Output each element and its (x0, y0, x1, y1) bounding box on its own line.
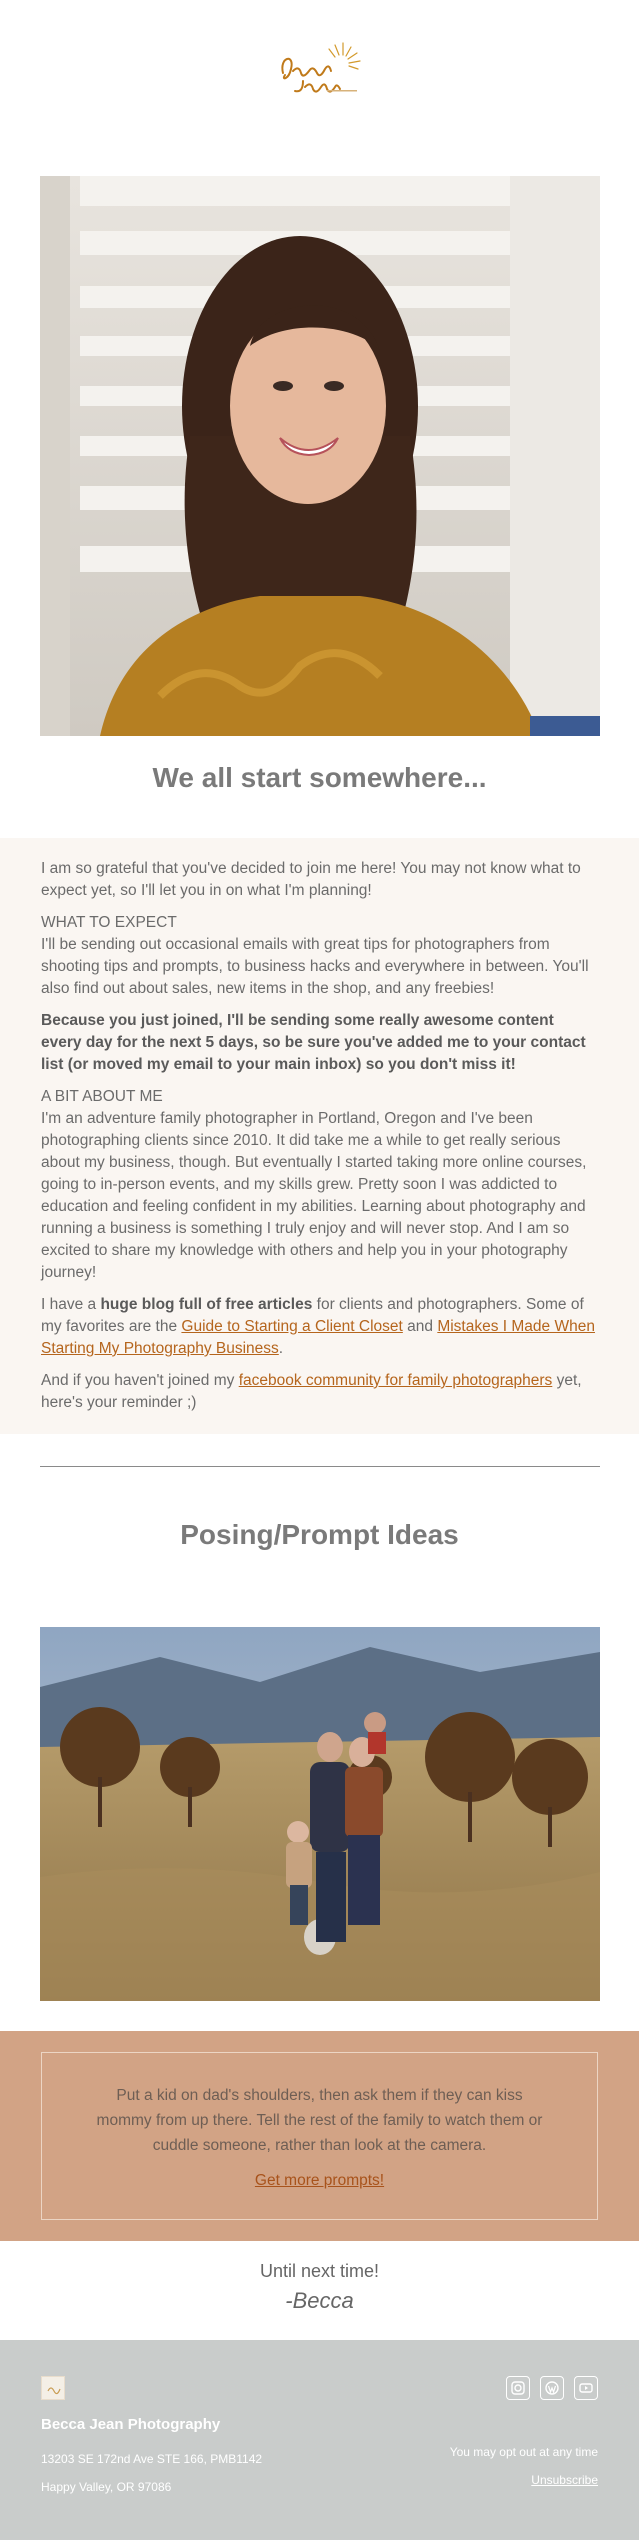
family-photo (40, 1627, 600, 2001)
about-block (41, 1086, 598, 1284)
blog-text-end: . (278, 1340, 284, 1357)
instagram-icon[interactable] (506, 2376, 530, 2400)
blog-text-pre: I have a (41, 1296, 101, 1313)
optout-text: You may opt out at any time (449, 2445, 598, 2459)
signature: -Becca (285, 2288, 354, 2313)
about-body: I'm an adventure family photographer in Portland, Oregon and I've been photographing clients since 2010. It did take me a while to get really serious about my business, though. But eventually I started taking more online courses, going to in-person events, and my skills grew. Pretty soon I was addicted to education and feeling confident in my abilities. Learning about photography and running a business is something I truly enjoy and will never stop. And I am so excited to share my knowledge with others and help you in your photography journey! (41, 1110, 587, 1281)
optout-block (450, 2438, 598, 2494)
facebook-text-pre: And if you haven't joined my (41, 1372, 239, 1389)
footer (0, 2340, 639, 2540)
welcome-heading: We all start somewhere... (152, 762, 487, 793)
blog-text-bold: huge blog full of free articles (100, 1296, 313, 1313)
prompt-card (41, 2052, 598, 2220)
blog-paragraph (41, 1294, 598, 1360)
signoff (0, 2261, 639, 2314)
about-heading: A BIT ABOUT ME (41, 1088, 163, 1105)
brand-logo[interactable] (265, 35, 375, 105)
intro-paragraph: I am so grateful that you've decided to join me here! You may not know what to expect yet, so I'll let you in on what I'm planning! (41, 860, 581, 899)
expect-block (41, 912, 598, 1000)
expect-body: I'll be sending out occasional emails with great tips for photographers from shooting tips and prompts, to business hacks and everywhere in between. You'll also find out about sales, new items in the shop, and any freebies! (41, 936, 589, 997)
blog-text-mid: for clients and photographers. Some of my favorites are the (41, 1296, 584, 1335)
header (0, 0, 639, 140)
wordpress-icon[interactable] (540, 2376, 564, 2400)
expect-heading: WHAT TO EXPECT (41, 914, 177, 931)
facebook-text-post: yet, here's your reminder ;) (41, 1372, 582, 1411)
intro-section (0, 838, 639, 1434)
footer-logo[interactable] (41, 2376, 65, 2400)
get-more-prompts-link[interactable]: Get more prompts! (254, 2172, 385, 2189)
mistakes-article-link[interactable]: Mistakes I Made When Starting My Photography Business (41, 1318, 595, 1357)
blog-text-and: and (402, 1318, 438, 1335)
until-next-time: Until next time! (259, 2261, 380, 2281)
youtube-icon[interactable] (574, 2376, 598, 2400)
facebook-paragraph (41, 1370, 598, 1414)
address-line-2: Happy Valley, OR 97086 (41, 2480, 172, 2494)
facebook-community-link[interactable]: facebook community for family photographers (238, 1372, 553, 1389)
client-closet-link[interactable]: Guide to Starting a Client Closet (181, 1318, 403, 1335)
hero-photo (40, 176, 600, 736)
posing-heading: Posing/Prompt Ideas (180, 1519, 459, 1550)
prompt-band (0, 2031, 639, 2241)
contact-list-note: Because you just joined, I'll be sending some really awesome content every day for the next 5 days, so be sure you've added me to your contact list (or moved my email to your main inbox) so you don't miss it! (41, 1012, 586, 1073)
prompt-text: Put a kid on dad's shoulders, then ask them if they can kiss mommy from up there. Tell the rest of the family to watch them or cuddle someone, rather than look at the camera. (96, 2087, 543, 2154)
footer-brand: Becca Jean Photography (41, 2416, 221, 2433)
social-links (506, 2376, 598, 2400)
section-divider (40, 1466, 600, 1467)
unsubscribe-link[interactable]: Unsubscribe (531, 2473, 598, 2487)
address-line-1: 13203 SE 172nd Ave STE 166, PMB1142 (41, 2452, 263, 2466)
